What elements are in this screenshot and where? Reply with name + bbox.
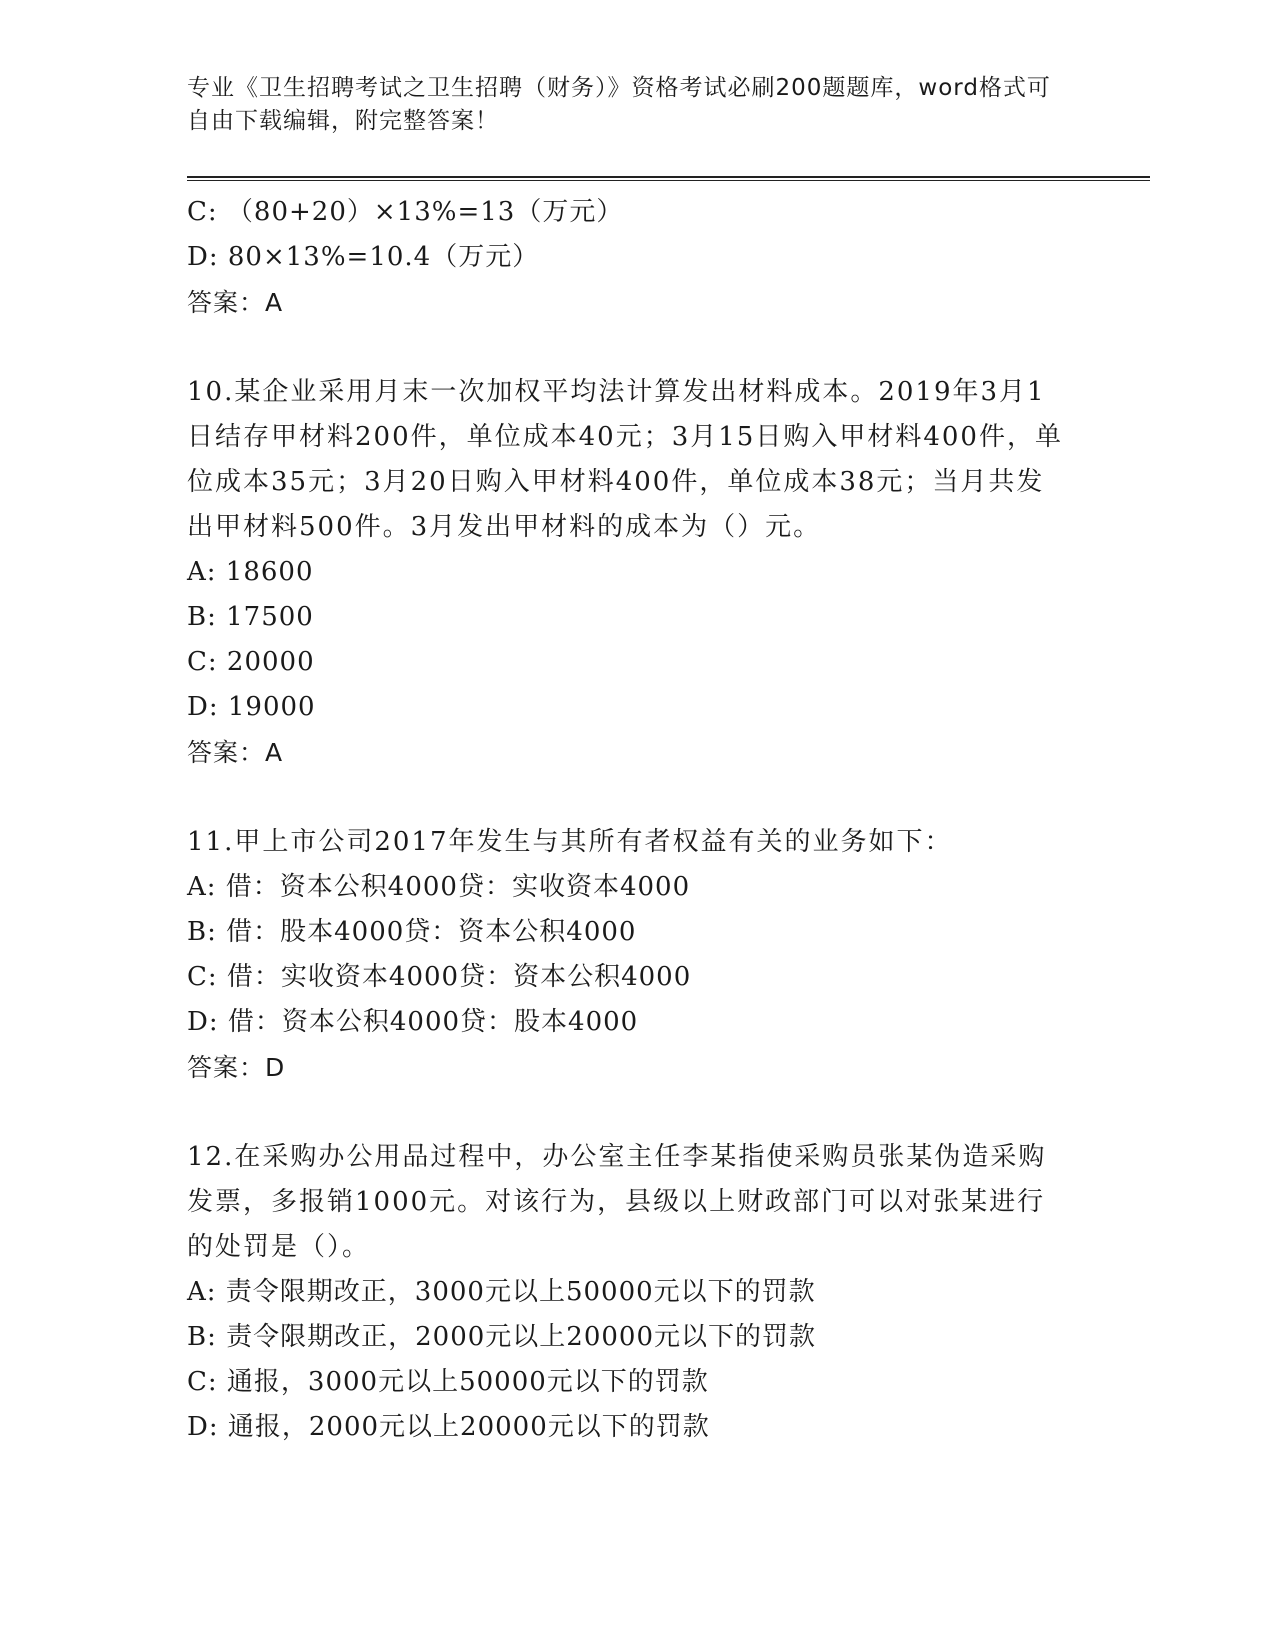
question-stem: 11.甲上市公司2017年发生与其所有者权益有关的业务如下： [187,827,953,857]
header-title: 专业《卫生招聘考试之卫生招聘（财务）》资格考试必刷200题题库，word格式可自由下载编辑，附完整答案！ [187,75,1051,134]
option-a: A: 责令限期改正，3000元以上50000元以下的罚款 [187,1277,816,1307]
option-d: D: 19000 [187,692,316,722]
option-a: A: 借：资本公积4000贷：实收资本4000 [187,872,691,902]
option-c: C: （80+20）×13%=13（万元） [187,197,624,227]
answer: 答案：A [187,288,284,317]
document-header [187,72,1067,138]
question-10 [187,370,1087,775]
answer: 答案：D [187,1053,286,1082]
option-c: C: 借：实收资本4000贷：资本公积4000 [187,962,692,992]
option-b: B: 借：股本4000贷：资本公积4000 [187,917,637,947]
question-stem: 12.在采购办公用品过程中，办公室主任李某指使采购员张某伪造采购发票，多报销1000元。对该行为，县级以上财政部门可以对张某进行的处罚是（）。 [187,1142,1047,1262]
spacer [187,325,1087,370]
question-11 [187,820,1087,1090]
option-b: B: 责令限期改正，2000元以上20000元以下的罚款 [187,1322,817,1352]
option-d: D: 80×13%=10.4（万元） [187,242,540,272]
option-b: B: 17500 [187,602,314,632]
option-d: D: 通报，2000元以上20000元以下的罚款 [187,1412,710,1442]
option-c: C: 通报，3000元以上50000元以下的罚款 [187,1367,709,1397]
question-list [187,190,1087,1450]
spacer [187,775,1087,820]
previous-question-block [187,190,1087,325]
answer: 答案：A [187,738,284,767]
spacer [187,1090,1087,1135]
question-stem: 10.某企业采用月末一次加权平均法计算发出材料成本。2019年3月1日结存甲材料200件，单位成本40元；3月15日购入甲材料400件，单位成本35元；3月20日购入甲材料400件，单位成本38元；当月共发出甲材料500件。3月发出甲材料的成本为（）元。 [187,377,1063,542]
option-c: C: 20000 [187,647,315,677]
question-12 [187,1135,1087,1450]
header-divider [187,176,1150,181]
option-a: A: 18600 [187,557,314,587]
option-d: D: 借：资本公积4000贷：股本4000 [187,1007,639,1037]
